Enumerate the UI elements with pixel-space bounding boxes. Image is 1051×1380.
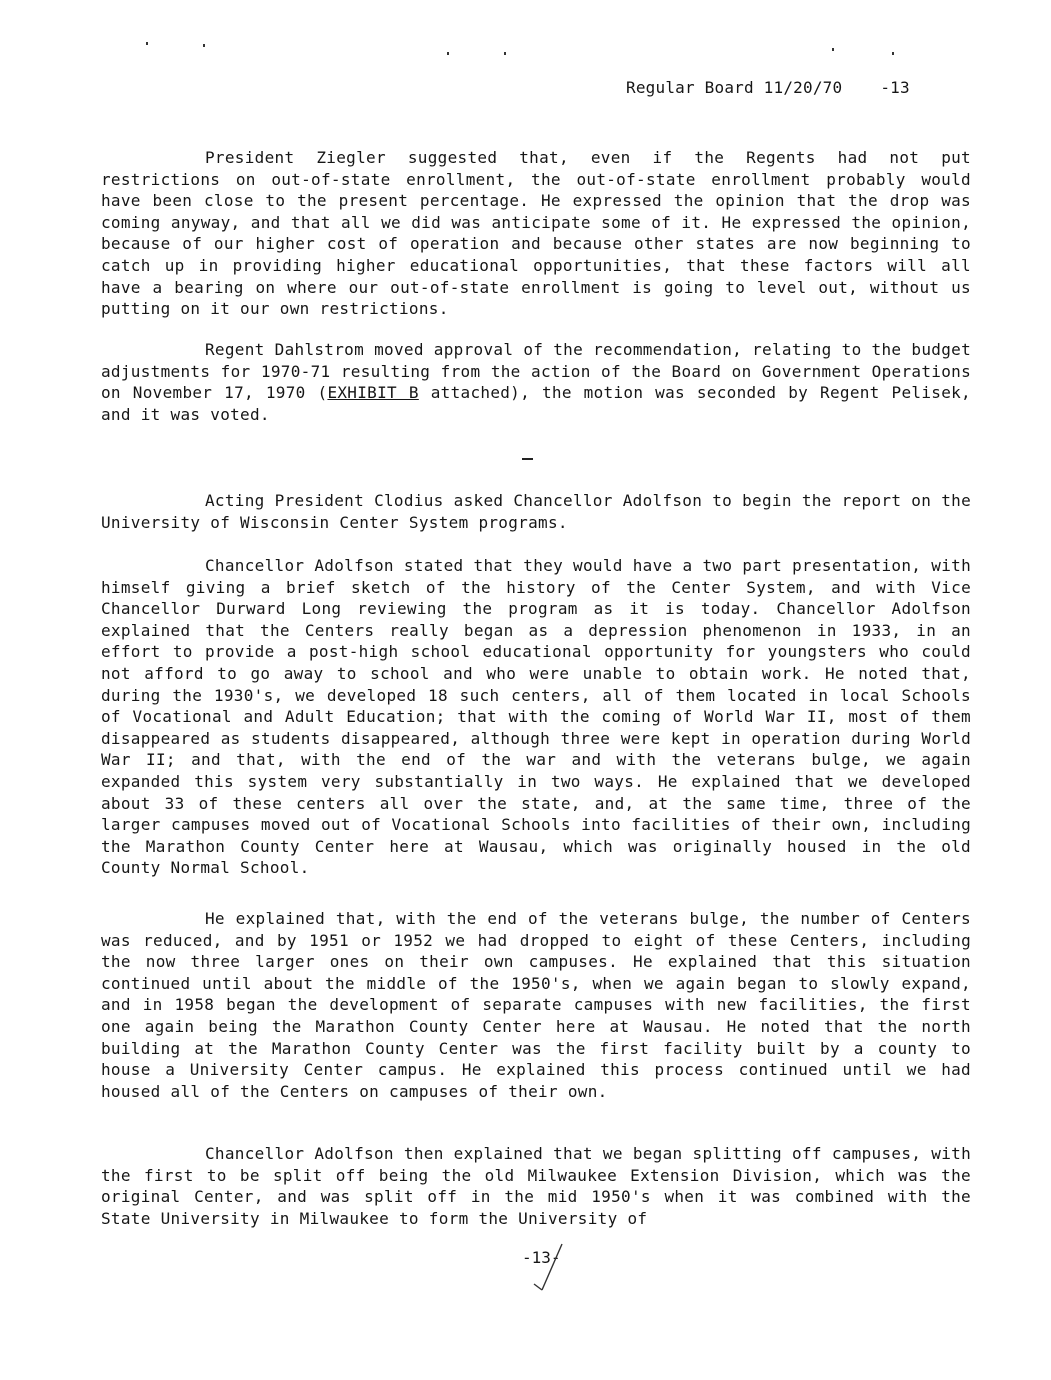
paragraph-adolfson-history: Chancellor Adolfson stated that they would have a two part presentation, with himself giving a brief sketch of the history of the Center System, and with Vice Chancellor Durward Long reviewing the program as it is today. Chancellor Adolfson explained that the Centers really began as a depression phenomenon in 1933, in an effort to provide a post-high school educational opportunity for youngsters who could not afford to go away to school and who were unable to obtain work. He noted that, during the 1930's, we developed 18 such centers, all of them located in local Schools of Vocational and Adult Education; that with the coming of World War II, most of them disappeared as students disappeared, although three were kept in operation during World War II; and that, with the end of the war and with the veterans bulge, we again expanded this system very substantially in two ways. He explained that we developed about 33 of these centers all over the state, and, at the same time, three of the larger campuses moved out of Vocational Schools into facilities of their own, including the Marathon County Center here at Wausau, which was originally housed in the old County Normal School.: [101, 556, 971, 878]
motion-text-before: Regent Dahlstrom moved approval of the recommendation, relating to the budget adjustments for 1970-71 resulting from the action of the Board on Government Operations on November 17, 1970 (: [101, 340, 971, 403]
exhibit-b-reference: EXHIBIT B: [327, 383, 419, 403]
paragraph-clodius: Acting President Clodius asked Chancellor Adolfson to begin the report on the University of Wisconsin Center System programs.: [101, 491, 971, 532]
header-title: Regular Board 11/20/70: [626, 78, 843, 97]
section-separator: [522, 458, 533, 460]
paragraph-ziegler: President Ziegler suggested that, even if the Regents had not put restrictions on out-of-state enrollment, the out-of-state enrollment probably would have been close to the present percentage. He expressed the opinion that the drop was coming anyway, and that all we did was anticipate some of it. He expressed the opinion, because of our higher cost of operation and because other states are now beginning to catch up in providing higher educational opportunities, that these factors will all have a bearing on where our out-of-state enrollment is going to level out, without us putting on it our own restrictions.: [101, 148, 971, 319]
paragraph-splitting-campuses: Chancellor Adolfson then explained that we began splitting off campuses, with the first to be split off being the old Milwaukee Extension Division, which was the original Center, and was split off in the mid 1950's when it was combined with the State University in Milwaukee to form the University of: [101, 1144, 971, 1228]
motion-text-after: attached), the motion was seconded by Regent Pelisek, and it was voted.: [101, 383, 971, 424]
page-footer-number: -13-: [522, 1248, 561, 1267]
paragraph-veterans-bulge: He explained that, with the end of the veterans bulge, the number of Centers was reduced, and by 1951 or 1952 we had dropped to eight of these Centers, including the now three larger ones on their own campuses. He explained that this situation continued until about the middle of the 1950's, when we again began to slowly expand, and in 1958 began the development of separate campuses with new facilities, the first one again being the Marathon County Center here at Wausau. He noted that the north building at the Marathon County Center was the first facility built by a county to house a University Center campus. He explained this process continued until we had housed all of the Centers on campuses of their own.: [101, 909, 971, 1101]
header-page-number: -13: [880, 78, 910, 97]
handwritten-check-mark: [528, 1240, 578, 1300]
paragraph-dahlstrom-motion: [101, 339, 971, 425]
page-header: [626, 78, 910, 97]
